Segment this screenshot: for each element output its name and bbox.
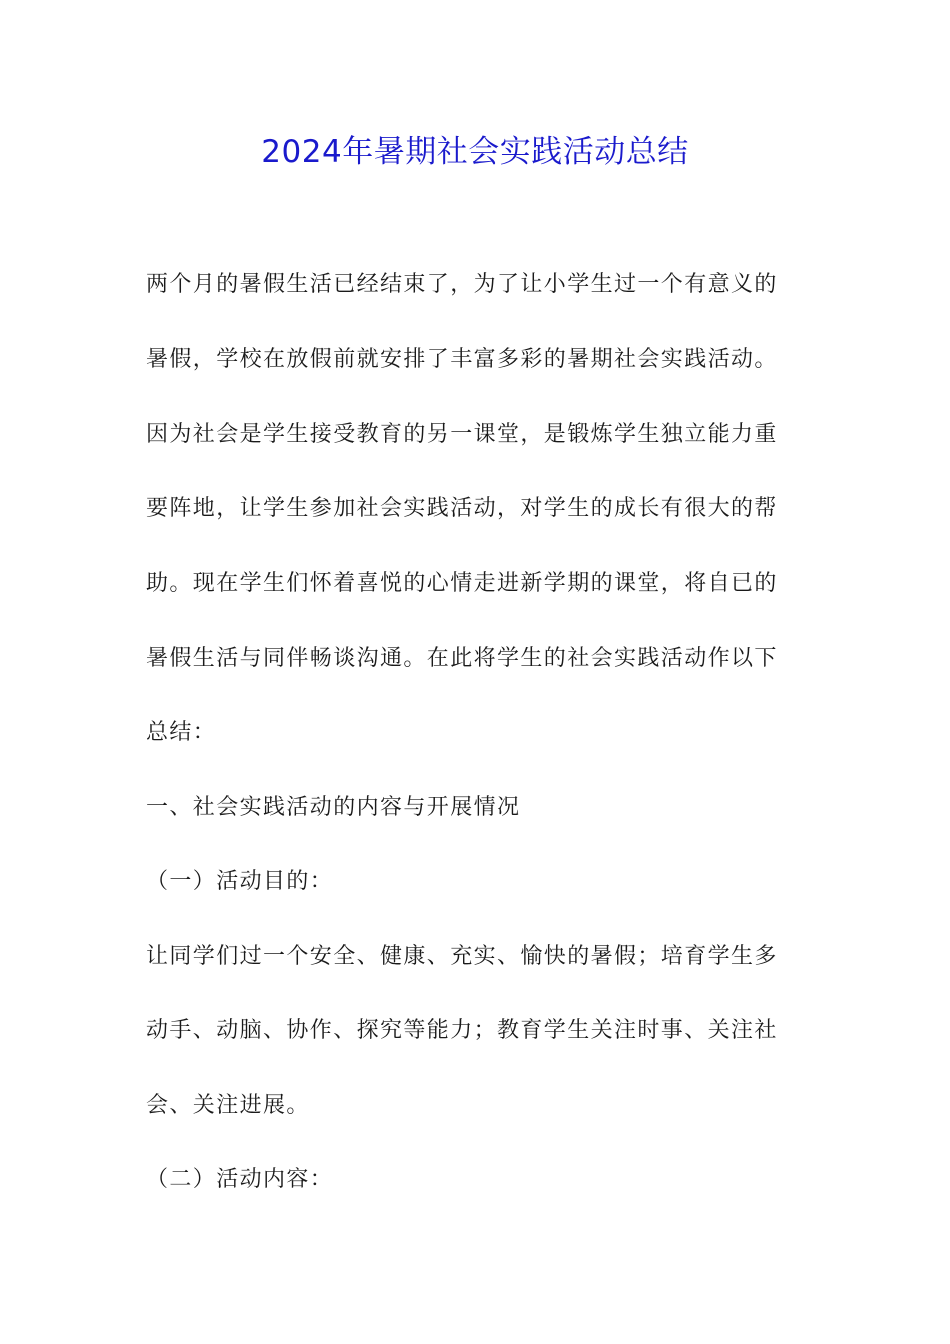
paragraph-line: 会、关注进展。: [146, 1093, 310, 1118]
paragraph-line: 要阵地，让学生参加社会实践活动，对学生的成长有很大的帮: [146, 496, 778, 521]
subsection-heading: （一）活动目的：: [146, 869, 334, 894]
paragraph-line: 暑假，学校在放假前就安排了丰富多彩的暑期社会实践活动。: [146, 347, 778, 372]
document-title: 2024年暑期社会实践活动总结: [261, 134, 689, 170]
paragraph-line: 动手、动脑、协作、探究等能力；教育学生关注时事、关注社: [146, 1018, 778, 1043]
paragraph-line: 因为社会是学生接受教育的另一课堂，是锻炼学生独立能力重: [146, 422, 778, 447]
paragraph-line: 两个月的暑假生活已经结束了，为了让小学生过一个有意义的: [146, 272, 778, 297]
subsection-heading: （二）活动内容：: [146, 1167, 334, 1192]
paragraph-line: 助。现在学生们怀着喜悦的心情走进新学期的课堂，将自已的: [146, 571, 778, 596]
section-heading: 一、社会实践活动的内容与开展情况: [146, 795, 521, 820]
paragraph-line: 总结：: [146, 720, 217, 745]
paragraph-line: 让同学们过一个安全、健康、充实、愉快的暑假；培育学生多: [146, 944, 778, 969]
paragraph-line: 暑假生活与同伴畅谈沟通。在此将学生的社会实践活动作以下: [146, 646, 778, 671]
